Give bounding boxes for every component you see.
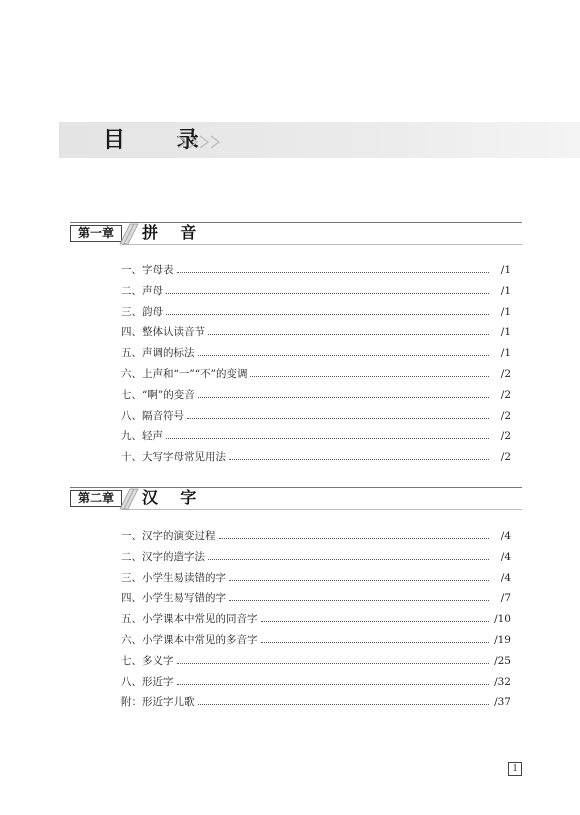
toc-entry[interactable] [121,322,511,343]
toc-entry-page: /4 [500,530,511,542]
toc-entry-page: /10 [494,613,511,626]
toc-entry-label: 八、隔音符号 [121,409,184,422]
toc-entry-page: /2 [500,367,511,380]
toc-entry[interactable] [121,568,511,589]
toc-entry[interactable] [121,281,511,302]
dot-leader [187,418,489,419]
toc-entry-page: /1 [500,305,511,318]
toc-entry[interactable] [121,547,511,568]
dot-leader [219,538,490,539]
slash-decoration-icon [118,223,140,245]
toc-entry[interactable] [121,672,511,693]
toc-entry-page: /37 [494,696,511,709]
chapter-title: 汉 字 [142,488,197,507]
chapter-tag: 第二章 [70,490,122,507]
chapter-rule [122,244,522,245]
toc-entry-page: /7 [500,592,511,605]
dot-leader [166,438,489,439]
toc-entry-page: /25 [494,654,511,667]
dot-leader [261,642,490,643]
dot-leader [166,293,489,294]
dot-leader [208,334,489,335]
toc-entry-label: 一、汉字的演变过程 [121,530,216,542]
toc-entry-label: 七、多义字 [121,654,174,667]
toc-entry-page: /2 [500,451,511,464]
dot-leader [166,314,489,315]
dot-leader [261,621,490,622]
toc-entry-page: /1 [500,284,511,297]
toc-entry[interactable] [121,260,511,281]
toc-entry[interactable] [121,426,511,447]
toc-entry-label: 五、声调的标法 [121,347,195,360]
toc-entry-label: 六、上声和“一”“不”的变调 [121,367,248,380]
toc-entry[interactable] [121,447,511,468]
toc-entry-label: 一、字母表 [121,264,174,276]
dot-leader [198,397,489,398]
toc-entry-page: /4 [500,571,511,584]
slash-decoration-icon [118,488,140,510]
toc-entry-page: /32 [494,675,511,688]
toc-entry-page: /2 [500,409,511,422]
page-title: 目 录 [103,127,221,153]
chevrons-right-icon [176,133,228,151]
dot-leader [229,580,489,581]
toc-entry-label: 十、大写字母常见用法 [121,451,226,464]
dot-leader [177,684,490,685]
toc-entry-label: 三、小学生易读错的字 [121,571,226,584]
toc-entry-label: 二、汉字的造字法 [121,550,205,563]
toc-entry-page: /4 [500,550,511,563]
dot-leader [229,600,489,601]
dot-leader [198,355,490,356]
page-number: 1 [508,762,522,776]
dot-leader [229,459,489,460]
toc-entry[interactable] [121,609,511,630]
toc-entry[interactable] [121,526,511,547]
toc-entry-label: 六、小学课本中常见的多音字 [121,633,258,646]
toc-entry[interactable] [121,364,511,385]
toc-entry-page: /2 [500,430,511,443]
dot-leader [177,663,490,664]
toc-list-chapter-1 [121,260,511,468]
toc-entry-label: 附：形近字儿歌 [121,696,195,709]
toc-entry-label: 三、韵母 [121,305,163,318]
chapter-title: 拼 音 [142,223,197,242]
chapter-header-1 [70,222,522,252]
toc-entry[interactable] [121,385,511,406]
toc-entry[interactable] [121,630,511,651]
toc-entry-page: /1 [500,264,511,276]
toc-entry-label: 五、小学课本中常见的同音字 [121,613,258,626]
chapter-tag: 第一章 [70,225,122,242]
dot-leader [198,704,490,705]
toc-entry-page: /1 [500,347,511,360]
dot-leader [250,376,489,377]
toc-entry-page: /2 [500,388,511,401]
toc-entry[interactable] [121,302,511,323]
dot-leader [177,272,490,273]
toc-entry-label: 四、整体认读音节 [121,326,205,339]
toc-entry[interactable] [121,588,511,609]
toc-entry-label: 九、轻声 [121,430,163,443]
chapter-header-2 [70,487,522,517]
toc-list-chapter-2 [121,526,511,713]
dot-leader [208,559,489,560]
toc-entry[interactable] [121,406,511,427]
toc-entry-label: 四、小学生易写错的字 [121,592,226,605]
toc-entry-page: /19 [494,633,511,646]
toc-entry[interactable] [121,343,511,364]
chapter-rule [122,509,522,510]
toc-entry[interactable] [121,692,511,713]
toc-entry-page: /1 [500,326,511,339]
toc-entry-label: 七、“啊”的变音 [121,388,195,401]
toc-entry[interactable] [121,651,511,672]
toc-entry-label: 二、声母 [121,284,163,297]
toc-entry-label: 八、形近字 [121,675,174,688]
